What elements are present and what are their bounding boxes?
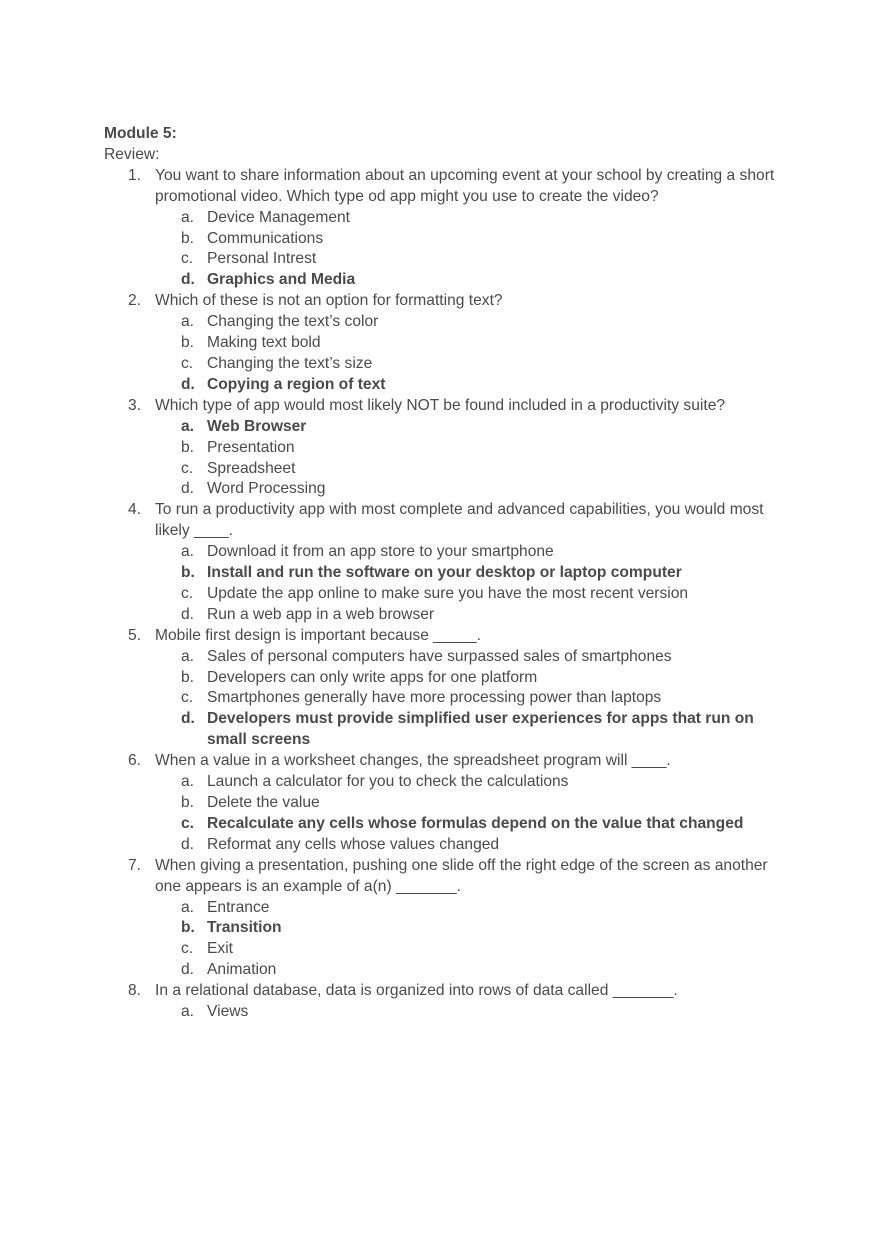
question-number: 2.: [128, 292, 142, 310]
question-number: 8.: [128, 982, 142, 1000]
question-text: When giving a presentation, pushing one slide off the right edge of the screen as another one appears is an example of a(n) _______.: [155, 856, 768, 895]
option-text: Web Browser: [207, 417, 307, 435]
answer-option-correct: [155, 918, 794, 939]
answer-option: [155, 438, 794, 459]
answer-options: [155, 312, 794, 396]
answer-option: [155, 229, 794, 250]
question-item: [104, 751, 794, 856]
option-letter: b.: [181, 919, 195, 937]
answer-option: [155, 835, 794, 856]
answer-options: [155, 417, 794, 501]
answer-option: [155, 354, 794, 375]
module-title: Module 5:: [104, 125, 177, 142]
answer-option: [155, 647, 794, 668]
option-letter: b.: [181, 668, 195, 686]
option-letter: c.: [181, 584, 194, 602]
answer-option: [155, 479, 794, 500]
option-letter: a.: [181, 417, 195, 435]
option-letter: c.: [181, 940, 194, 958]
option-letter: d.: [181, 605, 195, 623]
question-text: To run a productivity app with most complete and advanced capabilities, you would most likely ____.: [155, 501, 764, 540]
option-text: Reformat any cells whose values changed: [207, 835, 500, 853]
answer-options: [155, 208, 794, 292]
option-text: Spreadsheet: [207, 459, 296, 477]
option-letter: d.: [181, 480, 195, 498]
option-text: Recalculate any cells whose formulas depend on the value that changed: [207, 814, 744, 832]
option-letter: c.: [181, 250, 194, 268]
question-item: [104, 166, 794, 291]
answer-option-correct: [155, 563, 794, 584]
question-number: 6.: [128, 752, 142, 770]
option-letter: c.: [181, 689, 194, 707]
option-letter: d.: [181, 835, 195, 853]
option-text: Exit: [207, 940, 233, 958]
option-text: Smartphones generally have more processing power than laptops: [207, 689, 662, 707]
answer-options: [155, 898, 794, 982]
option-text: Changing the text’s size: [207, 354, 373, 372]
question-number: 3.: [128, 396, 142, 414]
option-text: Copying a region of text: [207, 375, 386, 393]
answer-option: [155, 668, 794, 689]
option-text: Presentation: [207, 438, 295, 456]
answer-option: [155, 939, 794, 960]
answer-option: [155, 772, 794, 793]
option-letter: c.: [181, 354, 194, 372]
answer-option-correct: [155, 375, 794, 396]
answer-option: [155, 459, 794, 480]
question-text: Mobile first design is important because _____.: [155, 626, 481, 644]
answer-option-correct: [155, 709, 794, 751]
option-text: Personal Intrest: [207, 250, 317, 268]
answer-option: [155, 688, 794, 709]
answer-options: [155, 1002, 794, 1023]
answer-options: [155, 772, 794, 856]
question-item: [104, 856, 794, 981]
option-text: Views: [207, 1003, 249, 1021]
option-text: Making text bold: [207, 334, 321, 352]
option-letter: d.: [181, 375, 195, 393]
answer-option: [155, 312, 794, 333]
answer-option: [155, 1002, 794, 1023]
option-letter: b.: [181, 794, 195, 811]
answer-option: [155, 898, 794, 919]
question-list: [104, 166, 794, 1023]
question-text: In a relational database, data is organized into rows of data called _______.: [155, 982, 678, 1000]
option-letter: d.: [181, 961, 195, 979]
option-text: Update the app online to make sure you have the most recent version: [207, 584, 689, 602]
question-item: [104, 500, 794, 625]
option-text: Run a web app in a web browser: [207, 605, 435, 623]
option-text: Device Management: [207, 208, 351, 226]
answer-options: [155, 647, 794, 752]
option-text: Animation: [207, 961, 277, 979]
question-text: You want to share information about an upcoming event at your school by creating a short promotional video. Which type od app might you use to create the video?: [155, 166, 775, 205]
document-page: [104, 124, 794, 1023]
question-number: 5.: [128, 626, 142, 644]
option-text: Launch a calculator for you to check the calculations: [207, 773, 569, 791]
option-letter: d.: [181, 710, 195, 728]
question-text: Which type of app would most likely NOT be found included in a productivity suite?: [155, 396, 726, 414]
question-item: [104, 291, 794, 396]
option-letter: a.: [181, 1003, 195, 1021]
option-letter: d.: [181, 271, 195, 289]
option-letter: b.: [181, 564, 195, 582]
answer-option-correct: [155, 417, 794, 438]
option-letter: a.: [181, 898, 195, 916]
option-text: Install and run the software on your desktop or laptop computer: [207, 564, 682, 582]
answer-option: [155, 208, 794, 229]
question-number: 4.: [128, 501, 142, 519]
question-item: [104, 396, 794, 501]
answer-option-correct: [155, 270, 794, 291]
answer-option: [155, 584, 794, 605]
option-text: Graphics and Media: [207, 271, 356, 289]
answer-option: [155, 542, 794, 563]
option-text: Communications: [207, 229, 324, 247]
answer-options: [155, 542, 794, 626]
answer-option: [155, 793, 794, 814]
answer-option: [155, 249, 794, 270]
question-item: [104, 981, 794, 1023]
option-letter: b.: [181, 334, 195, 352]
review-heading: Review:: [104, 145, 160, 163]
question-text: Which of these is not an option for formatting text?: [155, 292, 503, 310]
option-text: Download it from an app store to your smartphone: [207, 543, 554, 561]
option-letter: c.: [181, 459, 194, 477]
option-letter: a.: [181, 313, 195, 331]
answer-option: [155, 960, 794, 981]
option-letter: a.: [181, 543, 195, 561]
answer-option: [155, 333, 794, 354]
answer-option-correct: [155, 814, 794, 835]
option-letter: b.: [181, 438, 195, 456]
option-text: Developers can only write apps for one platform: [207, 668, 538, 686]
option-letter: b.: [181, 229, 195, 247]
option-letter: c.: [181, 814, 195, 832]
question-number: 1.: [128, 166, 142, 184]
option-text: Developers must provide simplified user experiences for apps that run on small screens: [207, 710, 754, 749]
option-letter: a.: [181, 208, 195, 226]
option-text: Entrance: [207, 898, 270, 916]
option-text: Word Processing: [207, 480, 326, 498]
option-text: Changing the text’s color: [207, 313, 379, 331]
question-text: When a value in a worksheet changes, the spreadsheet program will ____.: [155, 752, 671, 770]
answer-option: [155, 605, 794, 626]
option-text: Sales of personal computers have surpassed sales of smartphones: [207, 647, 672, 665]
option-text: Transition: [207, 919, 282, 937]
question-number: 7.: [128, 856, 142, 874]
option-letter: a.: [181, 647, 195, 665]
option-letter: a.: [181, 773, 195, 791]
question-item: [104, 626, 794, 751]
option-text: Delete the value: [207, 794, 320, 811]
